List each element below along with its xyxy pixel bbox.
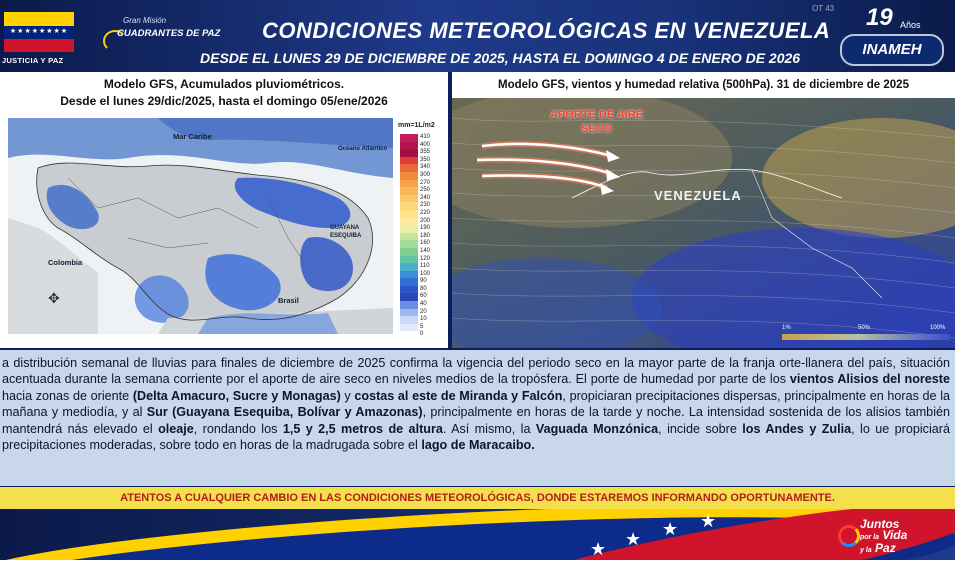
legend-value-label: 270: [420, 179, 431, 186]
legend-color-cell: [400, 301, 418, 309]
legend-value-label: 230: [420, 202, 431, 209]
page-subtitle: DESDE EL LUNES 29 DE DICIEMBRE DE 2025, HASTA EL DOMINGO 4 DE ENERO DE 2026: [200, 50, 801, 66]
legend-color-cell: [400, 202, 418, 210]
legend-color-cell: [400, 278, 418, 286]
footer: [0, 509, 955, 560]
rainfall-title-line2: Desde el lunes 29/dic/2025, hasta el domingo 05/ene/2026: [60, 94, 388, 108]
legend-color-cell: [400, 142, 418, 150]
venezuela-flag-icon: ★★★★★★★★: [4, 12, 74, 52]
legend-color-cell: [400, 195, 418, 203]
anniversary-number: 19: [866, 4, 893, 31]
humidity-scale-min: 1%: [782, 325, 791, 331]
juntos-line3: Vida: [882, 528, 908, 542]
legend-color-cell: [400, 210, 418, 218]
rainfall-panel: [0, 72, 448, 348]
legend-value-label: 120: [420, 255, 431, 262]
map-label-atlantic: Océano Atlántico: [338, 146, 388, 152]
legend-value-label: 340: [420, 164, 431, 171]
juntos-vida-paz-logo: [860, 519, 907, 556]
alert-banner: ATENTOS A CUALQUIER CAMBIO EN LAS CONDICIONES METEOROLÓGICAS, DONDE ESTAREMOS INFORMANDO OPORTUNAMENTE.: [0, 487, 955, 509]
rainfall-legend: [396, 122, 446, 337]
gran-mision-big-text: CUADRANTES DE PAZ: [117, 28, 221, 39]
juntos-logo-icon: [838, 525, 860, 547]
anniversary-unit: Años: [900, 20, 921, 30]
legend-color-cell: [400, 172, 418, 180]
text-segment: , rondando los: [193, 421, 283, 436]
star-icon: ★: [590, 539, 607, 560]
juntos-line4: y la: [860, 547, 872, 554]
rainfall-legend-units: mm=1L/m2: [398, 122, 435, 129]
justicia-paz-tag: JUSTICIA Y PAZ: [2, 56, 64, 65]
legend-color-cell: [400, 240, 418, 248]
rainfall-panel-title: [0, 76, 448, 110]
legend-value-label: 20: [420, 308, 427, 315]
text-bold: (Delta Amacuro, Sucre y Monagas): [132, 388, 341, 403]
legend-color-cell: [400, 233, 418, 241]
text-segment: , propiciaran precipitaciones dispersas, principalmente en horas de la mañana y mediodía, y al: [2, 388, 950, 420]
legend-value-label: 5: [420, 323, 424, 330]
star-icon: ★: [700, 511, 717, 532]
legend-color-cell: [400, 293, 418, 301]
text-segment: a distribución semanal de lluvias para finales de diciembre de 2025 confirma la vigencia del periodo seco en la mayor parte de la franja orte-llanera del país, situación acentuada durante la semana corriente por el aporte de aire seco en niveles medios de la tropósfera. El porte de humedad por parte de los: [2, 356, 950, 387]
map-label-brasil: Brasil: [278, 296, 299, 305]
page-title: CONDICIONES METEOROLÓGICAS EN VENEZUELA: [262, 18, 831, 43]
venezuela-map-label: VENEZUELA: [654, 188, 742, 203]
legend-color-cell: [400, 134, 418, 142]
legend-value-label: 90: [420, 278, 427, 285]
legend-value-label: 200: [420, 217, 431, 224]
aporte-aire-seco-label: [550, 108, 643, 136]
legend-value-label: 250: [420, 187, 431, 194]
header: [0, 0, 955, 72]
legend-value-label: 110: [420, 263, 430, 270]
text-segment: , lo ue propiciará precipitaciones moderadas, sobre todo en horas de la madrugada sobre el: [2, 421, 950, 453]
legend-value-label: 190: [420, 225, 431, 232]
inameh-logo: INAMEH: [840, 34, 944, 66]
gran-mision-logo: [103, 16, 228, 52]
legend-color-cell: [400, 157, 418, 165]
legend-color-cell: [400, 225, 418, 233]
map-label-guayana: GUAYANA ESEQUIBA: [330, 225, 362, 239]
legend-value-label: 400: [420, 141, 431, 148]
legend-color-cell: [400, 324, 418, 332]
text-segment: , incide sobre: [658, 421, 743, 436]
juntos-line2: por la: [860, 534, 880, 541]
rainfall-legend-colors: [400, 134, 418, 339]
legend-value-label: 0: [420, 331, 424, 338]
legend-color-cell: [400, 218, 418, 226]
text-bold: vientos Alisios del noreste: [789, 372, 950, 387]
legend-color-cell: [400, 271, 418, 279]
rainfall-legend-labels: [420, 134, 430, 339]
humidity-scale: [782, 326, 950, 340]
text-segment: . Así mismo, la: [442, 421, 536, 436]
legend-value-label: 350: [420, 156, 431, 163]
legend-value-label: 355: [420, 149, 431, 156]
star-icon: ★: [662, 519, 679, 540]
map-label-mar-caribe: Mar Caribe: [173, 132, 212, 141]
humidity-scale-max: 100%: [930, 325, 946, 331]
text-bold: 1,5 y 2,5 metros de altura: [282, 421, 443, 436]
legend-value-label: 80: [420, 285, 427, 292]
legend-color-cell: [400, 164, 418, 172]
juntos-line1: Juntos: [860, 517, 900, 531]
legend-color-cell: [400, 331, 418, 339]
legend-color-cell: [400, 309, 418, 317]
legend-value-label: 180: [420, 232, 431, 239]
rainfall-title-line1: Modelo GFS, Acumulados pluviométricos.: [103, 77, 345, 91]
text-segment: hacia zonas de oriente: [2, 388, 133, 403]
text-bold: Sur (Guayana Esequiba, Bolívar y Amazonas): [146, 405, 423, 420]
legend-value-label: 10: [420, 316, 427, 323]
text-segment: , principalmente en horas de la tarde y noche. La intensidad sostenida de los alisios también mantendrá nás elevado el: [2, 405, 950, 436]
legend-color-cell: [400, 316, 418, 324]
legend-value-label: 240: [420, 194, 431, 201]
aporte-line1: APORTE DE AIRE: [550, 109, 644, 121]
winds-map: [452, 98, 955, 348]
legend-value-label: 300: [420, 171, 431, 178]
corner-text: OT 43: [812, 4, 835, 13]
anniversary-badge: [866, 4, 921, 32]
star-icon: ★: [625, 529, 642, 550]
legend-color-cell: [400, 286, 418, 294]
winds-panel: [452, 72, 955, 348]
text-bold: los Andes y Zulia: [742, 421, 852, 436]
winds-map-svg: [452, 98, 955, 348]
humidity-scale-mid: 50%: [858, 325, 871, 331]
legend-color-cell: [400, 248, 418, 256]
forecast-text-block: [0, 350, 955, 486]
legend-value-label: 160: [420, 240, 431, 247]
legend-color-cell: [400, 180, 418, 188]
right-margin: [955, 0, 967, 565]
legend-color-cell: [400, 187, 418, 195]
gran-mision-small-text: Gran Misión: [123, 16, 167, 25]
text-bold: costas al este de Miranda y Falcón: [354, 388, 563, 403]
aporte-line2: SECO: [580, 123, 613, 135]
legend-value-label: 40: [420, 301, 427, 308]
legend-value-label: 220: [420, 209, 431, 216]
juntos-line5: Paz: [875, 541, 896, 555]
legend-color-cell: [400, 149, 418, 157]
legend-value-label: 60: [420, 293, 427, 300]
legend-color-cell: [400, 263, 418, 271]
map-label-colombia: Colombia: [48, 258, 83, 267]
compass-icon: ✥: [48, 290, 60, 306]
legend-value-label: 410: [420, 134, 431, 140]
text-segment: y: [340, 388, 355, 403]
legend-color-cell: [400, 256, 418, 264]
forecast-paragraph: [2, 355, 950, 453]
winds-panel-title: Modelo GFS, vientos y humedad relativa (500hPa). 31 de diciembre de 2025: [452, 72, 955, 98]
legend-value-label: 100: [420, 270, 431, 277]
text-bold: Vaguada Monzónica: [535, 421, 659, 436]
rainfall-map: [8, 118, 393, 334]
text-bold: oleaje: [158, 421, 194, 436]
text-bold: lago de Maracaibo.: [421, 438, 535, 453]
humidity-scale-gradient: [782, 334, 950, 340]
legend-value-label: 140: [420, 247, 431, 254]
